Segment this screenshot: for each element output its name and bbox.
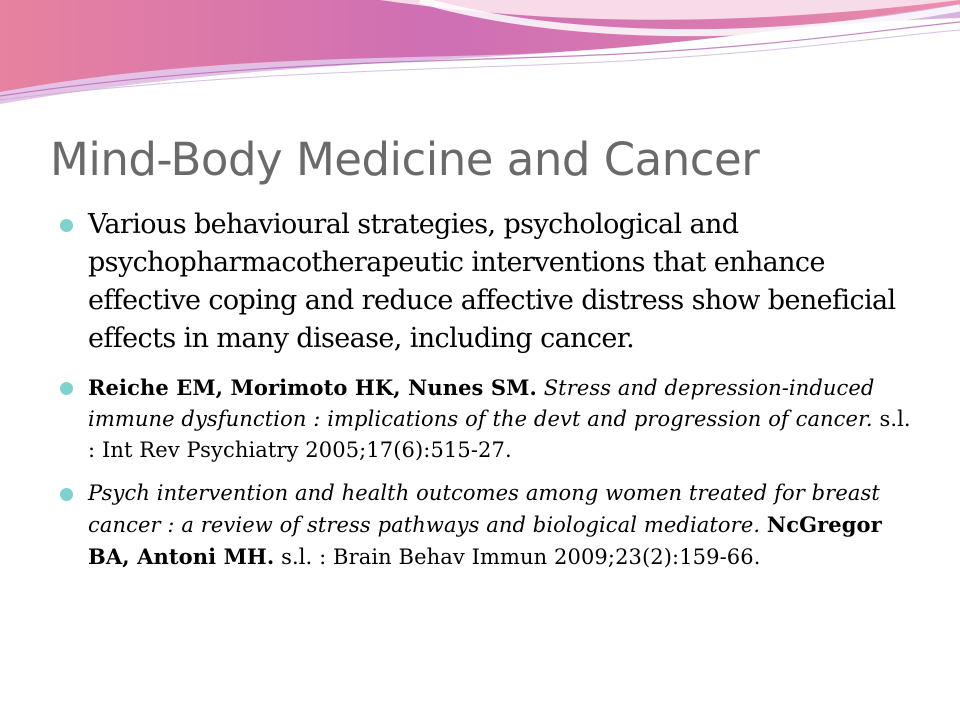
bullet-dot-icon: [60, 382, 73, 395]
reference-authors: Reiche EM, Morimoto HK, Nunes SM.: [88, 375, 537, 400]
bullet-text: Various behavioural strategies, psychological and psychopharmacotherapeutic interventions that enhance effective coping and reduce affective distress show beneficial effects in many disease, including cancer.: [88, 209, 896, 354]
bullet-item-reference: [60, 478, 920, 573]
bullet-dot-icon: [60, 219, 73, 232]
bullet-list: [60, 206, 920, 573]
reference-source: s.l. : Brain Behav Immun 2009;23(2):159-66.: [281, 545, 761, 569]
reference-title: Psych intervention and health outcomes among women treated for breast cancer : a review of stress pathways and biological mediatore.: [88, 481, 880, 537]
reference-source: s.l. : Int Rev Psychiatry 2005;17(6):515-27.: [88, 407, 911, 462]
bullet-dot-icon: [60, 488, 73, 501]
slide-title: Mind-Body Medicine and Cancer: [50, 133, 760, 186]
header-wave-decoration: [0, 0, 960, 120]
reference-authors: NcGregor BA, Antoni MH.: [88, 512, 882, 569]
reference-title: Stress and depression-induced immune dysfunction : implications of the devt and progression of cancer.: [88, 376, 875, 431]
bullet-item: [60, 206, 920, 358]
bullet-item-reference: [60, 372, 920, 466]
